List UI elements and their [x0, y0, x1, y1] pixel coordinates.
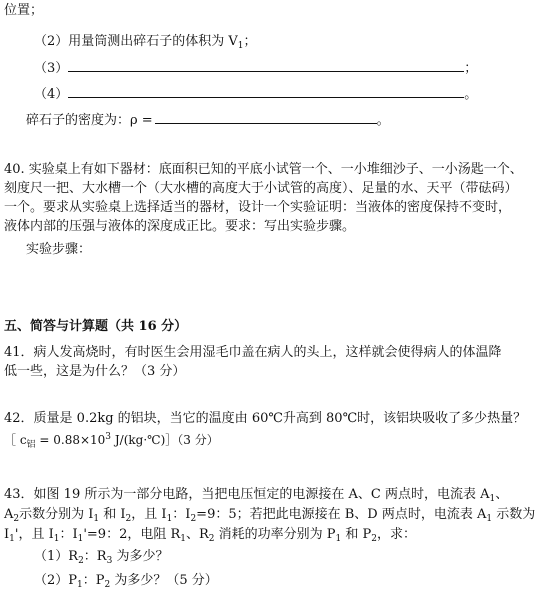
q39-step-3-label: （3） — [34, 61, 69, 76]
q39-step-4 — [34, 84, 477, 104]
text: I — [4, 527, 10, 542]
subscript: 1 — [9, 534, 15, 544]
text: （1）R — [34, 549, 79, 564]
subscript: 1 — [489, 494, 496, 504]
answer-blank-step-3 — [68, 58, 464, 72]
subscript: 2 — [190, 514, 197, 524]
text: 为多少？ — [112, 549, 169, 564]
subscript: 1 — [77, 534, 84, 544]
q42-formula — [4, 431, 219, 449]
subscript: 铝 — [26, 440, 36, 450]
formula-open: ［ c — [4, 433, 27, 447]
q43-line-1 — [4, 486, 508, 504]
subscript: 1 — [335, 534, 342, 544]
subscript: 2 — [208, 534, 215, 544]
text: （2）P — [34, 573, 78, 588]
q40-line-1: 40. 实验桌上有如下器材：底面积已知的平底小试管一个、一小堆细沙子、一小汤匙一个、 — [4, 162, 523, 177]
subscript: 2 — [78, 556, 84, 566]
subscript: 1 — [237, 41, 244, 51]
text: '=9：2，电阻 R — [83, 527, 181, 542]
subscript: 2 — [104, 580, 111, 590]
punctuation: ； — [243, 34, 257, 49]
text: 消耗的功率分别为 P — [214, 527, 336, 542]
text: 示数为 — [492, 507, 536, 522]
superscript: 3 — [105, 432, 112, 442]
section-5-title: 五、简答与计算题（共 16 分） — [4, 319, 188, 334]
text: 为多少？（5 分） — [110, 573, 218, 588]
subscript: 2 — [371, 534, 378, 544]
q39-step-4-label: （4） — [34, 87, 69, 102]
subscript: 1 — [53, 534, 60, 544]
text: 43．如图 19 所示为一部分电路，当把电压恒定的电源接在 A、C 两点时，电流表 A — [4, 487, 490, 502]
subscript: 1 — [166, 514, 173, 524]
text: ：P — [82, 573, 105, 588]
q42-line-1: 42．质量是 0.2kg 的铝块，当它的温度由 60℃升高到 80℃时，该铝块吸收了多少热量？ — [4, 411, 527, 426]
answer-blank-step-4 — [68, 84, 464, 98]
q41-line-2: 低一些，这是为什么？（3 分） — [4, 364, 186, 379]
text: ：R — [83, 549, 107, 564]
q40-line-4: 液体内部的压强与液体的深度成正比。要求：写出实验步骤。 — [4, 219, 356, 234]
text: 示数分别为 I — [19, 507, 94, 522]
subscript: 1 — [93, 514, 100, 524]
punctuation: 。 — [376, 113, 390, 128]
text: ，求： — [377, 527, 417, 542]
punctuation: ； — [464, 61, 478, 76]
q39-density-label: 碎石子的密度为：ρ = — [26, 113, 153, 128]
text: 、 — [495, 487, 509, 502]
answer-blank-density — [155, 110, 377, 124]
q39-step-3 — [34, 58, 477, 78]
text: A — [4, 507, 14, 522]
text: '，且 I — [14, 527, 54, 542]
q39-step-2-text: （2）用量筒测出碎石子的体积为 V — [34, 34, 238, 49]
subscript: 1 — [486, 514, 493, 524]
subscript: 1 — [180, 534, 186, 544]
text: ：I — [172, 507, 191, 522]
q43-sub-1 — [34, 548, 168, 566]
text: ，且 I — [131, 507, 167, 522]
punctuation: 。 — [464, 87, 478, 102]
subscript: 2 — [125, 514, 132, 524]
text: 和 I — [99, 507, 126, 522]
q39-fragment-line: 位置； — [4, 3, 44, 18]
q43-line-3 — [4, 526, 416, 544]
text: =9：5；若把此电源接在 B、D 两点时，电流表 A — [196, 507, 487, 522]
text: 和 P — [341, 527, 372, 542]
q43-sub-2 — [34, 572, 218, 590]
q40-steps-label: 实验步骤： — [26, 242, 92, 257]
subscript: 2 — [13, 514, 20, 524]
text: 、R — [186, 527, 209, 542]
formula-unit: J/(kg·℃)］（3 分） — [111, 433, 219, 447]
q40-line-3: 一个。要求从实验桌上选择适当的器材，设计一个实验证明：当液体的密度保持不变时， — [4, 200, 512, 215]
text: ：I — [59, 527, 78, 542]
formula-eq: = 0.88×10 — [35, 433, 106, 447]
q43-line-2 — [4, 506, 535, 524]
q40-line-2: 刻度尺一把、大水槽一个（大水槽的高度大于小试管的高度）、足量的水、天平（带砝码） — [4, 181, 518, 196]
subscript: 3 — [106, 556, 113, 566]
subscript: 1 — [77, 580, 83, 590]
q39-density-line — [26, 110, 390, 130]
q41-line-1: 41．病人发高烧时，有时医生会用湿毛巾盖在病人的头上，这样就会使得病人的体温降 — [4, 345, 502, 360]
q39-step-2 — [34, 33, 257, 51]
